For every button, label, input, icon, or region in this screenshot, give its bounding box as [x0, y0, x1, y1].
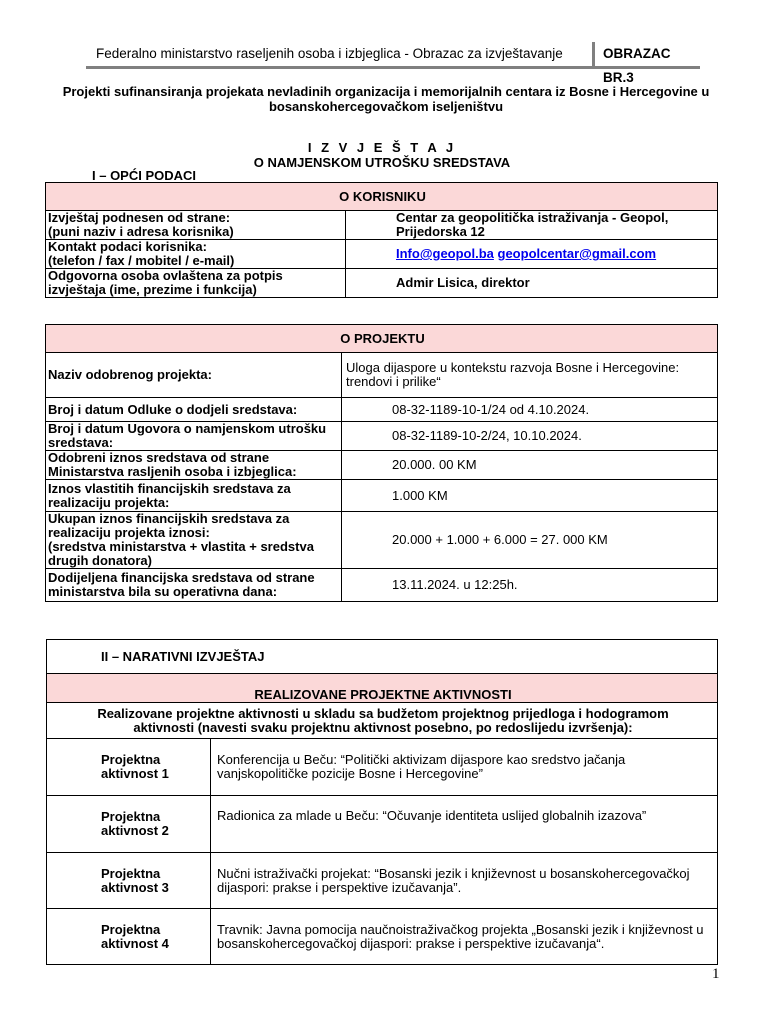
project-table-header: O PROJEKTU	[46, 325, 718, 353]
row-label: Broj i datum Odluke o dodjeli sredstava:	[46, 398, 342, 422]
row-value: 08-32-1189-10-2/24, 10.10.2024.	[342, 422, 718, 451]
table-row	[46, 512, 718, 569]
activities-instruction: Realizovane projektne aktivnosti u skladu sa budžetom projektnog prijedloga i hodogramom aktivnosti (navesti svaku projektnu aktivnost posebno, po redoslijedu izvršenja):	[47, 703, 718, 739]
project-info-table	[45, 324, 718, 602]
ministry-header: Federalno ministarstvo raseljenih osoba i izbjeglica - Obrazac za izvještavanje	[96, 46, 563, 61]
form-code: OBRAZAC BR.3	[592, 42, 700, 66]
page-number: 1	[712, 966, 720, 982]
activity-label: Projektna aktivnost 2	[47, 796, 211, 853]
table-row	[46, 451, 718, 480]
table-row	[47, 909, 718, 965]
header-rule	[86, 66, 700, 69]
table-row	[46, 569, 718, 602]
row-label: Izvještaj podnesen od strane: (puni naziv i adresa korisnika)	[46, 211, 346, 240]
activity-label: Projektna aktivnost 3	[47, 853, 211, 909]
row-label: Ukupan iznos financijskih sredstava za realizaciju projekta iznosi: (sredstva ministarstva + vlastita + sredstva drugih donatora)	[46, 512, 342, 569]
row-value	[346, 240, 718, 269]
activities-header: REALIZOVANE PROJEKTNE AKTIVNOSTI	[47, 674, 718, 703]
activity-description: Nučni istraživački projekat: “Bosanski jezik i književnost u bosanskohercegovačkoj dijaspori: prakse i perspektive izučavanja”.	[211, 853, 718, 909]
activity-label: Projektna aktivnost 4	[47, 909, 211, 965]
row-value: 1.000 KM	[342, 480, 718, 512]
row-value: 08-32-1189-10-1/24 od 4.10.2024.	[342, 398, 718, 422]
table-row	[46, 240, 718, 269]
table-row	[47, 739, 718, 796]
row-label: Odgovorna osoba ovlaštena za potpis izvještaja (ime, prezime i funkcija)	[46, 269, 346, 298]
row-value: Uloga dijaspore u kontekstu razvoja Bosne i Hercegovine: trendovi i prilike“	[342, 353, 718, 398]
table-row	[46, 398, 718, 422]
activity-description: Konferencija u Beču: “Politički aktivizam dijaspore kao sredstvo jačanja vanjskopolitičke pozicije Bosne i Hercegovine”	[211, 739, 718, 796]
activity-description: Travnik: Javna pomocija naučnoistraživačkog projekta „Bosanski jezik i književnost u bosanskohercegovačkoj dijaspori: prakse i perspektive izučavanja“.	[211, 909, 718, 965]
row-value: Admir Lisica, direktor	[346, 269, 718, 298]
section-general-title: I – OPĆI PODACI	[92, 168, 197, 183]
subtitle-line: bosanskohercegovačkom iseljeništvu	[268, 99, 504, 114]
table-row	[46, 480, 718, 512]
row-value: 20.000. 00 KM	[342, 451, 718, 480]
table-row	[46, 353, 718, 398]
row-value: 20.000 + 1.000 + 6.000 = 27. 000 KM	[342, 512, 718, 569]
row-label: Kontakt podaci korisnika: (telefon / fax / mobitel / e-mail)	[46, 240, 346, 269]
narrative-table	[46, 639, 718, 965]
row-label: Dodijeljena financijska sredstava od strane ministarstva bila su operativna dana:	[46, 569, 342, 602]
table-row	[46, 211, 718, 240]
table-row	[47, 853, 718, 909]
row-label: Naziv odobrenog projekta:	[46, 353, 342, 398]
table-row	[46, 422, 718, 451]
narrative-title: II – NARATIVNI IZVJEŠTAJ	[47, 640, 718, 674]
document-subtitle	[46, 84, 726, 114]
report-subtitle: O NAMJENSKOM UTROŠKU SREDSTAVA	[253, 155, 511, 170]
report-title: I Z V J E Š T A J	[307, 140, 457, 155]
row-label: Broj i datum Ugovora o namjenskom utrošku sredstava:	[46, 422, 342, 451]
user-table-header: O KORISNIKU	[46, 183, 718, 211]
activity-description: Radionica za mlade u Beču: “Očuvanje identiteta uslijed globalnih izazova”	[211, 796, 718, 853]
email-link-info[interactable]: Info@geopol.ba	[396, 246, 494, 261]
user-info-table	[45, 182, 718, 298]
row-value: 13.11.2024. u 12:25h.	[342, 569, 718, 602]
row-label: Odobreni iznos sredstava od strane Ministarstva rasljenih osoba i izbjeglica:	[46, 451, 342, 480]
row-value: Centar za geopolitička istraživanja - Geopol, Prijedorska 12	[346, 211, 718, 240]
email-link-geopolcentar[interactable]: geopolcentar@gmail.com	[497, 246, 657, 261]
row-label: Iznos vlastitih financijskih sredstava za realizaciju projekta:	[46, 480, 342, 512]
table-row	[47, 796, 718, 853]
subtitle-line: Projekti sufinansiranja projekata nevladinih organizacija i memorijalnih centara iz Bosne i Hercegovine u	[62, 84, 710, 99]
table-row	[46, 269, 718, 298]
activity-label: Projektna aktivnost 1	[47, 739, 211, 796]
